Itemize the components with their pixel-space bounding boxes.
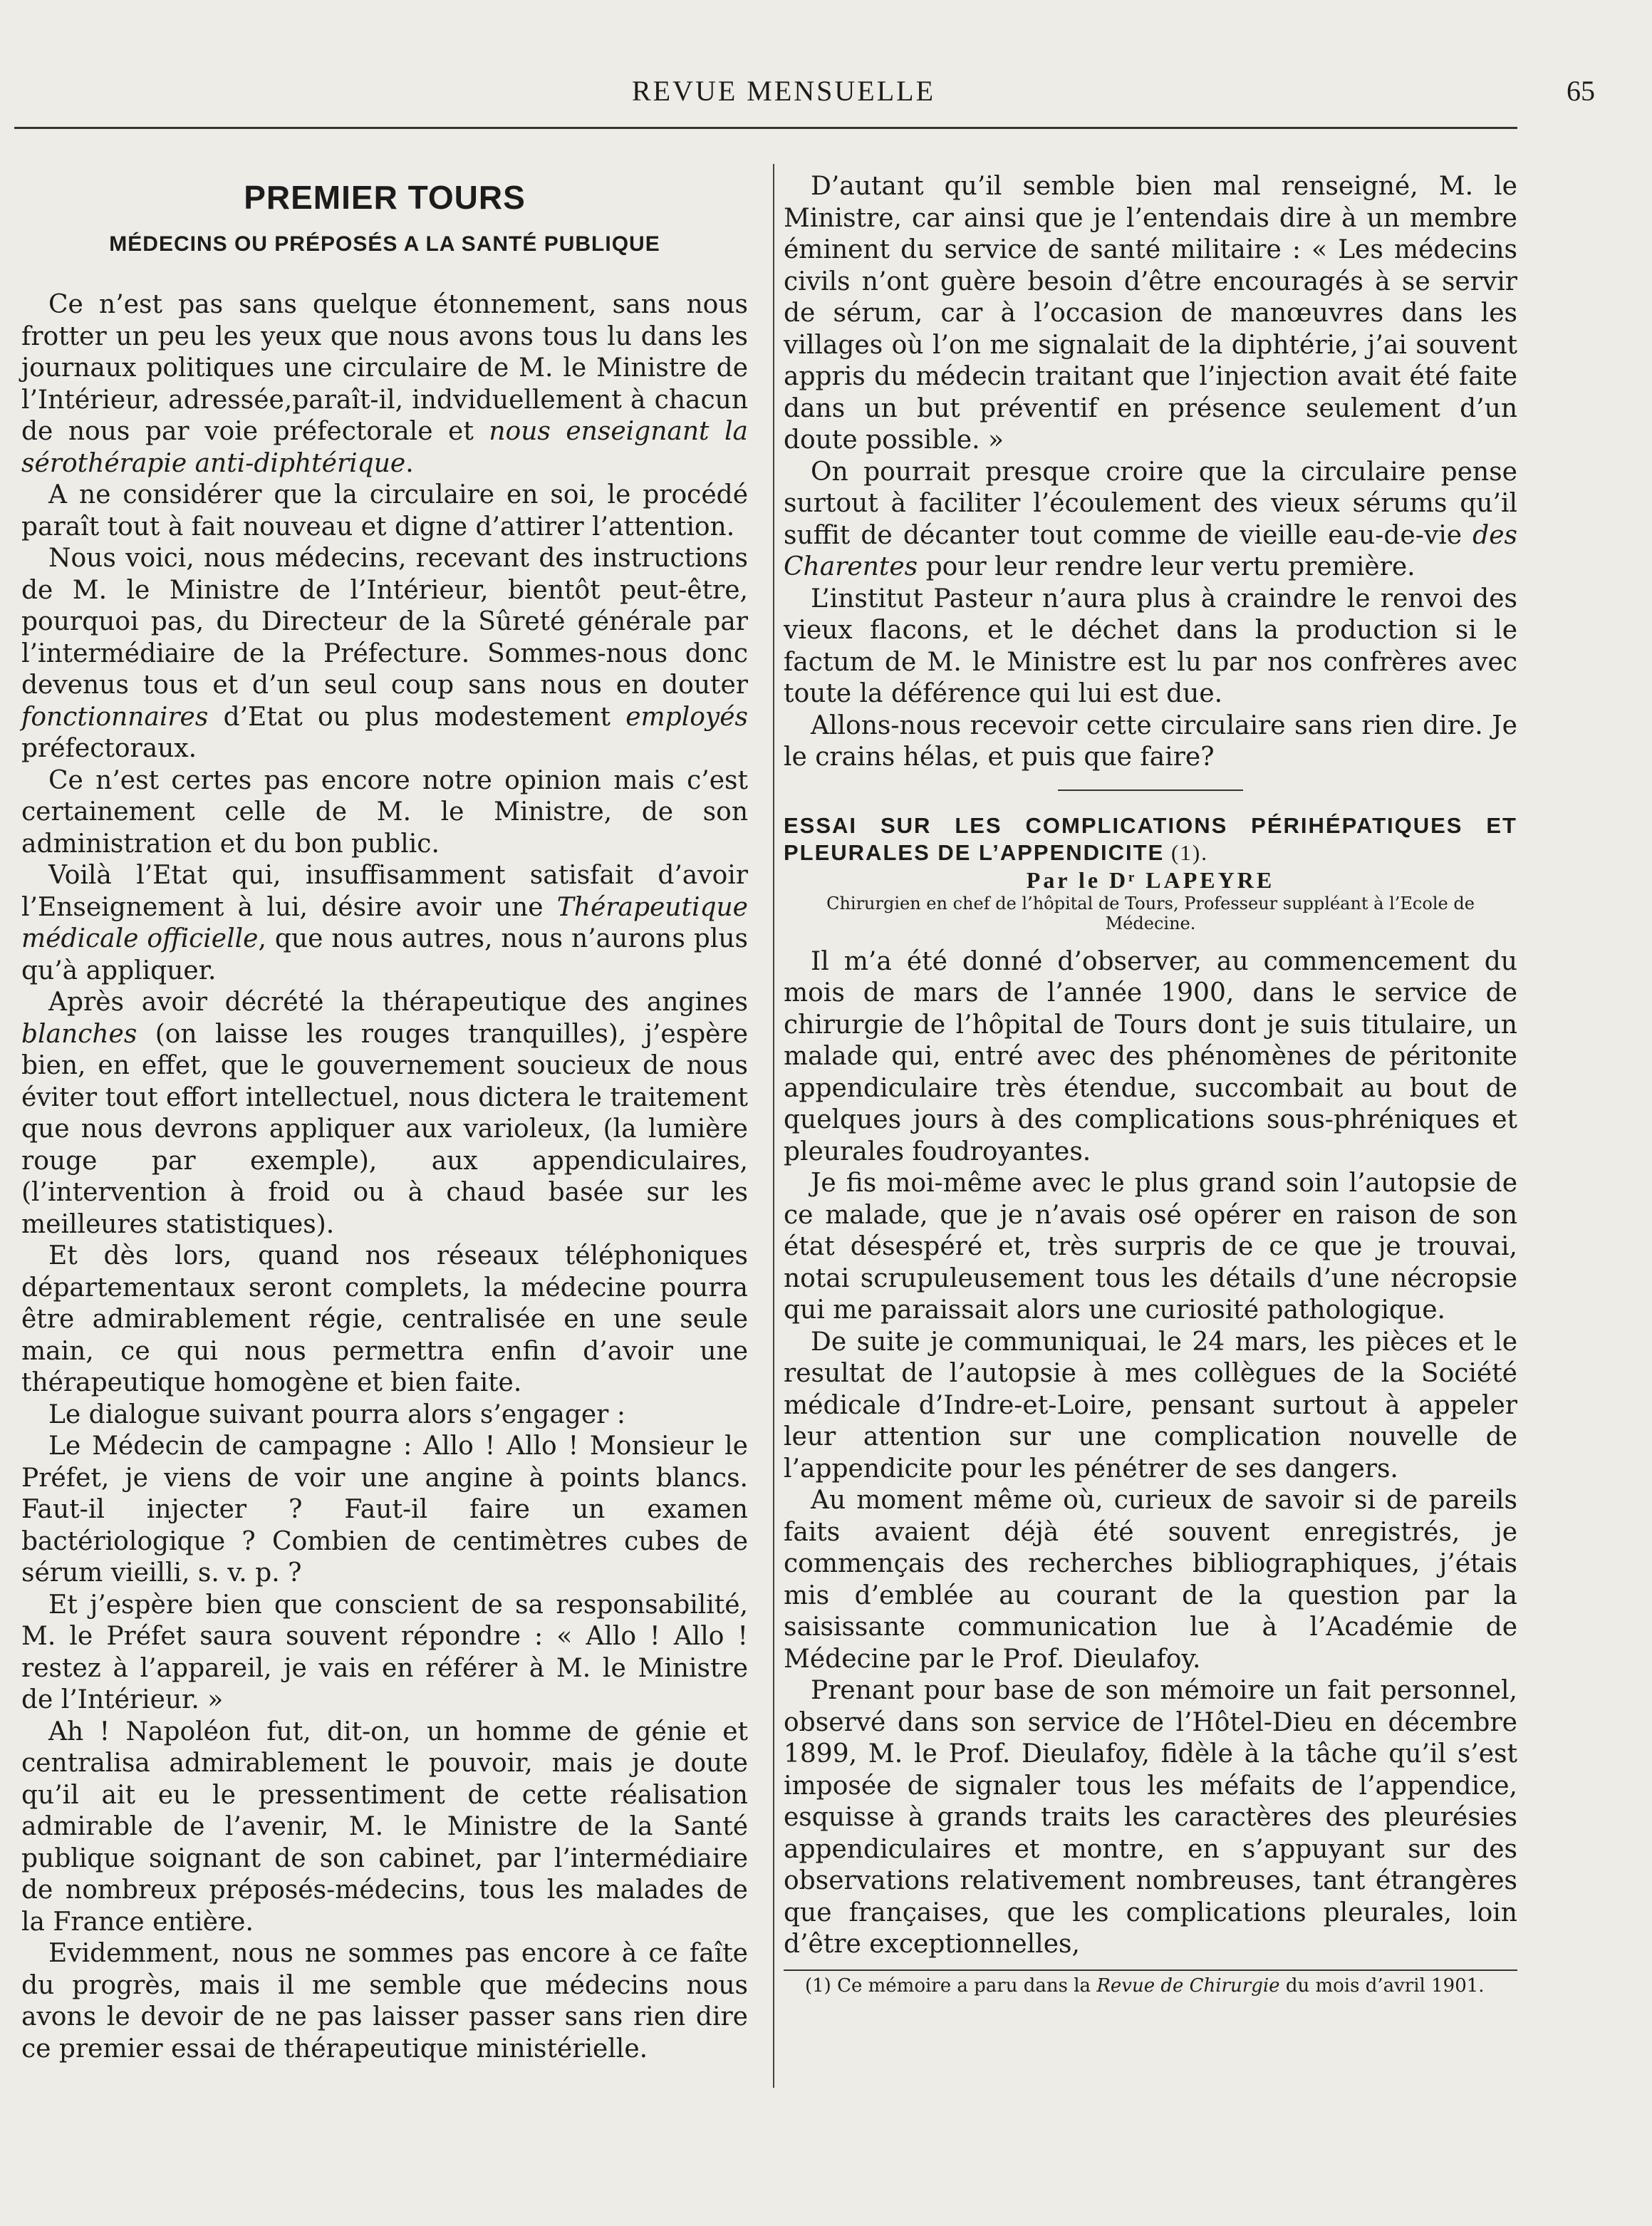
paragraph: Et dès lors, quand nos réseaux téléphoniques départementaux seront complets, la médecine pourra être admirablement régie, centralisée en une seule main, ce qui nous permettra enfin d’avoir une thérapeutique homogène et bien faite. [21,1241,748,1397]
right-column [784,171,1517,1997]
article-subtitle: MÉDECINS OU PRÉPOSÉS A LA SANTÉ PUBLIQUE [109,232,660,256]
paragraph: Ce n’est pas sans quelque étonnement, sans nous frotter un peu les yeux que nous avons tous lu dans les journaux politiques une circulaire de M. le Ministre de l’Intérieur, adressée,paraît-il, indviduellement à chacun de nous par voie préfectorale et nous enseignant la sérothérapie anti-diphtérique. [21,290,749,478]
paragraph: Allons-nous recevoir cette circulaire sans rien dire. Je le crains hélas, et puis que faire? [784,710,1517,772]
paragraph: Je fis moi-même avec le plus grand soin l’autopsie de ce malade, que je n’avais osé opérer en raison de son état désespéré et, très surpris de ce que je trouvai, notai scrupuleusement tous les détails d’une nécropsie qui me paraissait alors une curiosité pathologique. [784,1169,1517,1325]
paragraph: A ne considérer que la circulaire en soi, le procédé paraît tout à fait nouveau et digne d’attirer l’attention. [21,480,748,542]
author-byline: Par le Dʳ LAPEYRE [1026,866,1275,893]
paragraph: Après avoir décrété la thérapeutique des angines blanches (on laisse les rouges tranquilles), j’espère bien, en effet, que le gouvernement soucieux de nous éviter tout effort intellectuel, nous dictera le traitement que nous devrons appliquer aux varioleux, (la lumière rouge par exemple), aux appendiculaires, (l’intervention à froid ou à chaud basée sur les meilleures statistiques). [21,988,748,1239]
left-column [21,171,748,2065]
paragraph: Au moment même où, curieux de savoir si de pareils faits avaient déjà été souvent enregistrés, je commençais des recherches bibliographiques, j’étais mis d’emblée au courant de la question par la saisissante communication lue à l’Académie de Médecine par le Prof. Dieulafoy. [784,1486,1517,1674]
paragraph: On pourrait presque croire que la circulaire pense surtout à faciliter l’écoulement des vieux sérums qu’il suffit de décanter tout comme de vieille eau-de-vie des Charentes pour leur rendre leur vertu première. [784,457,1517,581]
paragraph: De suite je communiquai, le 24 mars, les pièces et le resultat de l’autopsie à mes collègues de la Société médicale d’Indre-et-Loire, pensant surtout à appeler leur attention sur une complication nouvelle de l’appendicite pour les pénétrer de ses dangers. [784,1327,1517,1484]
author-affiliation: Chirurgien en chef de l’hôpital de Tours, Professeur suppléant à l’Ecole de Médecine. [826,893,1475,933]
paragraph: Prenant pour base de son mémoire un fait personnel, observé dans son service de l’Hôtel-Dieu en décembre 1899, M. le Prof. Dieulafoy, fidèle à la tâche qu’il s’est imposée de signaler tous les méfaits de l’appendice, esquisse à grands traits les caractères des pleurésies appendiculaires et montre, en s’appuyant sur des observations relativement nombreuses, tant étrangères que françaises, que les complications pleurales, loin d’être exceptionnelles, [784,1676,1517,1959]
paragraph: D’autant qu’il semble bien mal renseigné, M. le Ministre, car ainsi que je l’entendais dire à un membre éminent du service de santé militaire : « Les médecins civils n’ont guère besoin d’être encouragés à se servir de sérum, car à l’occasion de manœuvres dans les villages où l’on me signalait de la diphtérie, j’ai souvent appris du médecin traitant que l’injection avait été faite dans un but préventif en présence seulement d’un doute possible. » [784,172,1517,455]
paragraph: Et j’espère bien que conscient de sa responsabilité, M. le Préfet saura souvent répondre : « Allo ! Allo ! restez à l’appareil, je vais en référer à M. le Ministre de l’Intérieur. » [21,1590,748,1714]
page-header [0,74,1652,117]
column-divider [773,164,774,2088]
page-number: 65 [1567,75,1595,107]
article-title: PREMIER TOURS [244,179,526,216]
paragraph: L’institut Pasteur n’aura plus à craindre le renvoi des vieux flacons, et le déchet dans la production si le factum de M. le Ministre est lu par nos confrères avec toute la déférence qui lui est due. [784,584,1517,708]
header-rule [14,127,1517,129]
paragraph: Ah ! Napoléon fut, dit-on, un homme de génie et centralisa admirablement le pouvoir, mais je doute qu’il ait eu le pressentiment de cette réalisation admirable de l’avenir, M. le Ministre de la Santé publique soignant de son cabinet, par l’intermédiaire de nombreux préposés-médecins, tous les malades de la France entière. [21,1717,748,1937]
paragraph: Le dialogue suivant pourra alors s’engager : [48,1399,625,1429]
paragraph: Il m’a été donné d’observer, au commencement du mois de mars de l’année 1900, dans le service de chirurgie de l’hôpital de Tours dont je suis titulaire, un malade qui, entré avec des phénomènes de péritonite appendiculaire très étendue, succombait au bout de quelques jours à des complications sous-phréniques et pleurales foudroyantes. [784,946,1517,1166]
footnote-rule [784,1969,1517,1971]
paragraph: Nous voici, nous médecins, recevant des instructions de M. le Ministre de l’Intérieur, bientôt peut-être, pourquoi pas, du Directeur de la Sûreté générale par l’intermédiaire de la Préfecture. Sommes-nous donc devenus tous et d’un seul coup sans nous en douter fonctionnaires d’Etat ou plus modestement employés préfectoraux. [21,544,748,763]
section-rule [1058,790,1243,791]
paragraph: Evidemment, nous ne sommes pas encore à ce faîte du progrès, mais il me semble que médecins nous avons le devoir de ne pas laisser passer sans rien dire ce premier essai de thérapeutique ministérielle. [21,1939,748,2064]
running-title: REVUE MENSUELLE [631,75,936,107]
paragraph: Ce n’est certes pas encore notre opinion mais c’est certainement celle de M. le Ministre, de son administration et du bon public. [21,765,748,859]
paragraph: Voilà l’Etat qui, insuffisamment satisfait d’avoir l’Enseignement à lui, désire avoir une Thérapeutique médicale officielle, que nous autres, nous n’aurons plus qu’à appliquer. [21,861,748,985]
essai-title: ESSAI SUR LES COMPLICATIONS PÉRIHÉPATIQUES ET PLEURALES DE L’APPENDICITE (1). [784,812,1517,865]
paragraph: Le Médecin de campagne : Allo ! Allo ! Monsieur le Préfet, je viens de voir une angine à points blancs. Faut-il injecter ? Faut-il faire un examen bactériologique ? Combien de centimètres cubes de sérum vieilli, s. v. p. ? [21,1432,748,1588]
footnote: (1) Ce mémoire a paru dans la Revue de Chirurgie du mois d’avril 1901. [805,1974,1485,1997]
